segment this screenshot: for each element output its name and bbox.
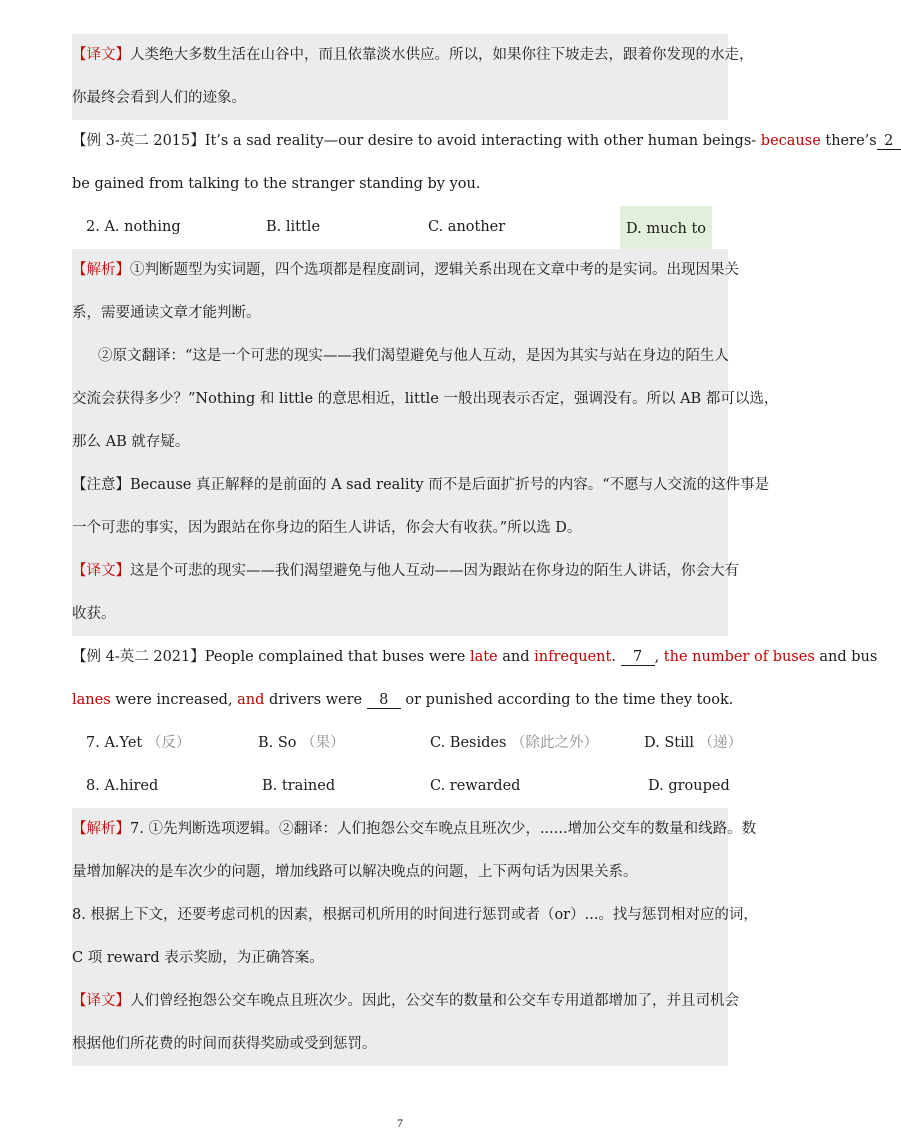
sentence-text: and bus [814, 649, 878, 665]
text-line: 你最终会看到人们的迹象。 [72, 90, 246, 106]
translation-text: 这是个可悲的现实——我们渴望避免与他人互动——因为跟站在你身边的陌生人讲话，你会大有 [130, 563, 739, 579]
translation-label: 【译文】 [72, 47, 130, 63]
page-number: 7 [397, 1116, 403, 1130]
highlight-phrase: the number of buses [663, 649, 815, 665]
example-4-sentence-cont [72, 679, 734, 722]
text-line: 一个可悲的事实，因为跟站在你身边的陌生人讲话，你会大有收获。”所以选 D。 [72, 520, 582, 536]
analysis-block-1 [72, 249, 779, 636]
translation-text: 人类绝大多数生活在山谷中，而且依靠淡水供应。所以，如果你往下坡走去，跟着你发现的水走， [130, 47, 754, 63]
analysis-text: 7. ①先判断选项逻辑。②翻译：人们抱怨公交车晚点且班次少，......增加公交车的数量和线路。数 [130, 821, 757, 837]
option-b [258, 722, 345, 765]
option-text: B. So [258, 735, 297, 751]
text-line: 根据他们所花费的时间而获得奖励或受到惩罚。 [72, 1036, 377, 1052]
blank-8: 8 [367, 692, 401, 709]
option-d-answer: D. much to [620, 206, 712, 253]
analysis-block-2 [72, 808, 758, 1066]
sentence-text: were increased, [110, 692, 238, 708]
example-3-sentence-cont: be gained from talking to the stranger standing by you. [72, 176, 481, 192]
text-line: 量增加解决的是车次少的问题，增加线路可以解决晚点的问题，上下两句话为因果关系。 [72, 864, 638, 880]
page-content [72, 34, 894, 1066]
analysis-label: 【解析】 [72, 262, 130, 278]
option-hint: （反） [146, 735, 191, 751]
highlight-word: lanes [72, 692, 111, 708]
example-3-options [72, 206, 728, 249]
option-text: 7. A.Yet [86, 735, 143, 751]
sentence-text: there’s [820, 133, 877, 149]
text-line: C 项 reward 表示奖励，为正确答案。 [72, 950, 324, 966]
option-b: B. trained [262, 778, 336, 794]
example-4-sentence [72, 636, 878, 679]
option-a: 8. A.hired [86, 778, 159, 794]
option-hint: （除此之外） [511, 735, 599, 751]
text-line [72, 249, 739, 292]
sentence-text: and [497, 649, 535, 665]
sentence-text: drivers were [264, 692, 367, 708]
highlight-word: because [760, 133, 821, 149]
highlight-word: late [469, 649, 498, 665]
text-line: 8. 根据上下文，还要考虑司机的因素，根据司机所用的时间进行惩罚或者（or）...。找与惩罚相对应的词， [72, 907, 758, 923]
sentence-text: . [611, 649, 621, 665]
blank: 2 [877, 133, 901, 150]
translation-text: 人们曾经抱怨公交车晚点且班次少。因此，公交车的数量和公交车专用道都增加了，并且司机会 [130, 993, 739, 1009]
option-text: C. Besides [430, 735, 507, 751]
example-3 [72, 120, 894, 249]
example-4-options-8 [72, 765, 728, 808]
text-line: ②原文翻译：“这是一个可悲的现实——我们渴望避免与他人互动，是因为其实与站在身边的陌生人 [98, 348, 729, 364]
example-4 [72, 636, 878, 808]
translation-block-1 [72, 34, 754, 120]
analysis-text: ①判断题型为实词题，四个选项都是程度副词，逻辑关系出现在文章中考的是实词。出现因果关 [130, 262, 739, 278]
option-a [86, 722, 190, 765]
text-line [72, 34, 754, 77]
text-line [72, 808, 757, 851]
option-d: D. grouped [648, 778, 730, 794]
sentence-text: or punished according to the time they took. [400, 692, 734, 708]
option-c: C. another [428, 219, 506, 235]
option-d [644, 722, 742, 765]
translation-label: 【译文】 [72, 993, 130, 1009]
option-a: 2. A. nothing [86, 219, 181, 235]
option-hint: （递） [698, 735, 743, 751]
example-3-sentence [72, 120, 894, 163]
sentence-text: 【例 3-英二 2015】It’s a sad reality—our desire to avoid interacting with other human beings- [72, 133, 761, 149]
text-line: 系，需要通读文章才能判断。 [72, 305, 261, 321]
text-line: 收获。 [72, 606, 116, 622]
highlight-word: and [237, 692, 265, 708]
text-line [72, 464, 770, 507]
option-c [430, 722, 598, 765]
example-4-options-7 [72, 722, 743, 765]
highlight-word: infrequent [534, 649, 612, 665]
note-text: Because 真正解释的是前面的 A sad reality 而不是后面扩折号的内容。“不愿与人交流的这件事是 [130, 477, 770, 493]
option-c: C. rewarded [430, 778, 521, 794]
text-line [72, 980, 739, 1023]
option-b: B. little [266, 219, 321, 235]
sentence-text: , [654, 649, 664, 665]
option-hint: （果） [301, 735, 345, 751]
text-line: 那么 AB 就存疑。 [72, 434, 190, 450]
analysis-label: 【解析】 [72, 821, 130, 837]
blank-7: 7 [621, 649, 655, 666]
text-line [72, 550, 739, 593]
option-text: D. Still [644, 735, 694, 751]
text-line: 交流会获得多少？”Nothing 和 little 的意思相近，little 一般出现表示否定，强调没有。所以 AB 都可以选， [72, 391, 779, 407]
note-label: 【注意】 [72, 477, 130, 493]
translation-label: 【译文】 [72, 563, 130, 579]
sentence-text: 【例 4-英二 2021】People complained that buses were [72, 649, 470, 665]
